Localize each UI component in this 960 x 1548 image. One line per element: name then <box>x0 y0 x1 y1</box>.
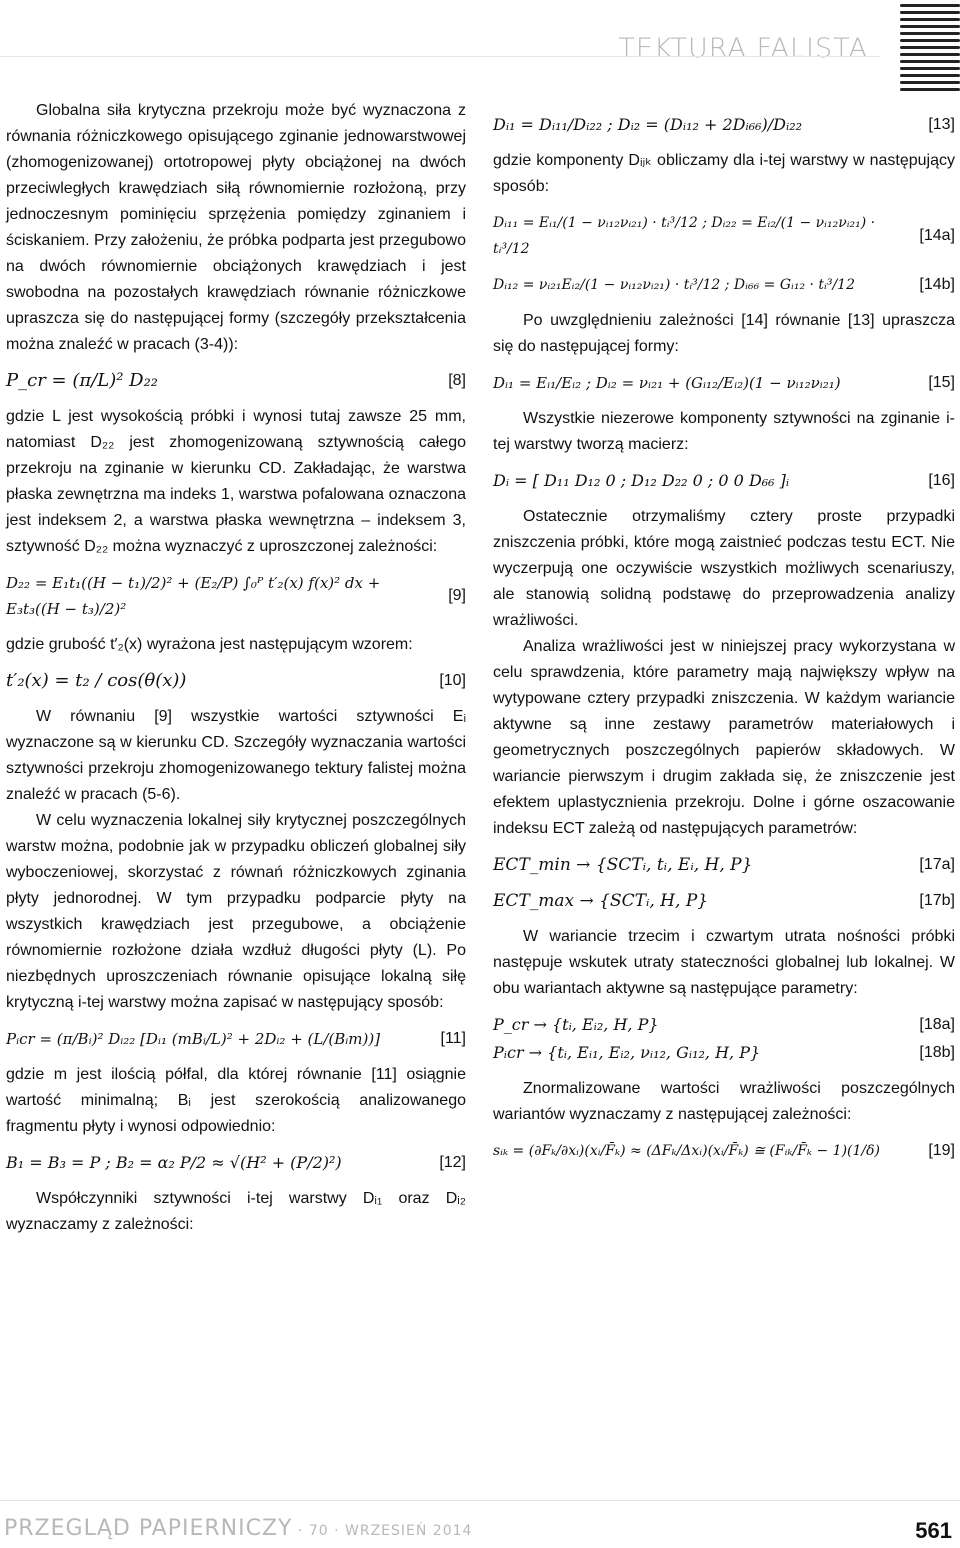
equation-12-body: B₁ = B₃ = P ; B₂ = α₂ P/2 ≈ √(H² + (P/2)²) <box>6 1153 342 1172</box>
right-paragraph-1: gdzie komponenty Dᵢⱼₖ obliczamy dla i-tej warstwy w następujący sposób: <box>493 152 955 195</box>
equation-11-body: Pᵢcr = (π/Bᵢ)² Dᵢ₂₂ [Dᵢ₁ (mBᵢ/L)² + 2Dᵢ₂ + (L/(Bᵢm))] <box>6 1030 381 1048</box>
footer-rule <box>0 1500 960 1501</box>
journal-name: PRZEGLĄD PAPIERNICZY <box>4 1516 293 1541</box>
right-paragraph-2: Po uwzględnieniu zależności [14] równanie [13] upraszcza się do następującej formy: <box>493 312 955 355</box>
right-column <box>493 98 955 1174</box>
equation-9 <box>6 570 466 622</box>
equation-15-number: [15] <box>928 374 955 391</box>
equation-16-body: Dᵢ = [ D₁₁ D₁₂ 0 ; D₁₂ D₂₂ 0 ; 0 0 D₆₆ ]ᵢ <box>493 471 790 490</box>
equation-14a-body: Dᵢ₁₁ = Eᵢ₁/(1 − νᵢ₁₂νᵢ₂₁) · tᵢ³/12 ; Dᵢ₂₂ = Eᵢ₂/(1 − νᵢ₁₂νᵢ₂₁) · tᵢ³/12 <box>493 215 876 257</box>
equation-8-number: [8] <box>448 372 466 389</box>
right-paragraph-4: Ostatecznie otrzymaliśmy cztery proste przypadki zniszczenia próbki, które mogą zaistnieć podczas testu ECT. Nie wyczerpują one oczywiście wszystkich możliwych scenariuszy, ale stanowią solidną podstawę do przeprowadzenia analizy wrażliwości. <box>493 508 955 629</box>
equation-13 <box>493 112 955 138</box>
equation-13-body: Dᵢ₁ = Dᵢ₁₁/Dᵢ₂₂ ; Dᵢ₂ = (Dᵢ₁₂ + 2Dᵢ₆₆)/Dᵢ₂₂ <box>493 115 803 134</box>
equation-17a-number: [17a] <box>919 856 955 873</box>
equation-16-number: [16] <box>928 472 955 489</box>
left-paragraph-6: gdzie m jest ilością półfal, dla której równanie [11] osiągnie wartość minimalną; Bᵢ jest szerokością analizowanego fragmentu płyty i wynosi odpowiednio: <box>6 1066 466 1135</box>
equation-8-body: P_cr = (π/L)² D₂₂ <box>6 370 159 391</box>
equation-15 <box>493 370 955 396</box>
equation-10-number: [10] <box>439 672 466 689</box>
equation-15-body: Dᵢ₁ = Eᵢ₁/Eᵢ₂ ; Dᵢ₂ = νᵢ₂₁ + (Gᵢ₁₂/Eᵢ₂)(1 − νᵢ₁₂νᵢ₂₁) <box>493 374 841 392</box>
equation-14b <box>493 272 955 298</box>
equation-17b <box>493 888 955 914</box>
equation-9-body: D₂₂ = E₁t₁((H − t₁)/2)² + (E₂/P) ∫₀ᴾ t′₂(x) f(x)² dx + E₃t₃((H − t₃)/2)² <box>6 574 381 618</box>
left-paragraph-7: Współczynniki sztywności i-tej warstwy Dᵢ₁ oraz Dᵢ₂ wyznaczamy z zależności: <box>6 1190 466 1233</box>
equation-19-number: [19] <box>928 1142 955 1159</box>
equation-8 <box>6 368 466 394</box>
equation-10 <box>6 668 466 694</box>
left-paragraph-4: W równaniu [9] wszystkie wartości sztywności Eᵢ wyznaczone są w kierunku CD. Szczegóły wyznaczania wartości sztywności przekroju zhomogenizowanego tektury falistej można znaleźć w pracach (5-6). <box>6 708 466 803</box>
equation-16 <box>493 468 955 494</box>
right-paragraph-7: Znormalizowane wartości wrażliwości poszczególnych wariantów wyznaczamy z następującej zależności: <box>493 1080 955 1123</box>
equation-14b-body: Dᵢ₁₂ = νᵢ₂₁Eᵢ₂/(1 − νᵢ₁₂νᵢ₂₁) · tᵢ³/12 ; Dᵢ₆₆ = Gᵢ₁₂ · tᵢ³/12 <box>493 277 855 293</box>
right-paragraph-3: Wszystkie niezerowe komponenty sztywności na zginanie i-tej warstwy tworzą macierz: <box>493 410 955 453</box>
equation-17a-body: ECT_min → {SCTᵢ, tᵢ, Eᵢ, H, P} <box>493 855 753 875</box>
equation-11-number: [11] <box>440 1030 466 1047</box>
equation-13-number: [13] <box>928 116 955 133</box>
equation-11 <box>6 1026 466 1052</box>
equation-12 <box>6 1150 466 1176</box>
footer-journal <box>4 1516 472 1541</box>
left-paragraph-2: gdzie L jest wysokością próbki i wynosi tutaj zawsze 25 mm, natomiast D₂₂ jest zhomogenizowaną sztywnością całego przekroju na zginanie w kierunku CD. Zakładając, że warstwa płaska zewnętrzna ma indeks 1, warstwa pofalowana oznaczona jest indeksem 2, a warstwa płaska wewnętrzna – indeksem 3, sztywność D₂₂ można wyznaczyć z uproszczonej zależności: <box>6 408 466 555</box>
left-column <box>6 98 466 1238</box>
right-paragraph-5: Analiza wrażliwości jest w niniejszej pracy wykorzystana w celu sprawdzenia, które parametry mają największy wpływ na wytypowane cztery przypadki zniszczenia. W każdym wariancie aktywne są inne zestawy parametrów materiałowych i geometrycznych poszczególnych papierów składowych. W wariancie pierwszym i drugim zakłada się, że zniszczenie jest efektem uplastycznienia przekroju. Dolne i górne oszacowanie indeksu ECT zależą od następujących parametrów: <box>493 638 955 837</box>
equation-19-body: sᵢₖ = (∂Fₖ/∂xᵢ)(xᵢ/F̄ₖ) ≈ (ΔFₖ/Δxᵢ)(xᵢ/F̄ₖ) ≅ (Fᵢₖ/F̄ₖ − 1)(1/δ) <box>493 1143 881 1159</box>
equation-18a <box>493 1012 955 1038</box>
page-number: 561 <box>915 1518 952 1543</box>
section-title: TEKTURA FALISTA <box>618 33 868 64</box>
equation-14a <box>493 210 955 262</box>
equation-18b-number: [18b] <box>919 1044 955 1061</box>
equation-14b-number: [14b] <box>919 276 955 293</box>
equation-12-number: [12] <box>439 1154 466 1171</box>
equation-17b-number: [17b] <box>919 892 955 909</box>
equation-18b-body: Pᵢcr → {tᵢ, Eᵢ₁, Eᵢ₂, νᵢ₁₂, Gᵢ₁₂, H, P} <box>493 1043 761 1062</box>
equation-17a <box>493 852 955 878</box>
left-paragraph-5: W celu wyznaczenia lokalnej siły krytycznej poszczególnych warstw można, podobnie jak w przypadku obliczeń globalnej siły wyboczeniowej, skorzystać z równań różniczkowych zginania płyty jednorodnej. W tym przypadku podparcie płyty na wszystkich krawędziach jest przegubowe, a obciążenie równomiernie rozłożone działa wzdłuż długości płyty (L). Po niezbędnych uproszczeniach równanie opisujące lokalną siłę krytyczną i-tej warstwy można zapisać w następujący sposób: <box>6 812 466 1011</box>
equation-18a-body: P_cr → {tᵢ, Eᵢ₂, H, P} <box>493 1015 659 1034</box>
issue-info: · 70 · WRZESIEŃ <box>292 1523 433 1539</box>
equation-14a-number: [14a] <box>919 227 955 244</box>
right-paragraph-6: W wariancie trzecim i czwartym utrata nośności próbki następuje wskutek utraty stateczności globalnej lub lokalnej. W obu wariantach aktywne są następujące parametry: <box>493 928 955 997</box>
issue-year: 2014 <box>432 1523 473 1539</box>
left-paragraph-3: gdzie grubość t′₂(x) wyrażona jest następującym wzorem: <box>6 636 413 653</box>
equation-9-number: [9] <box>448 587 466 604</box>
equation-19 <box>493 1138 955 1164</box>
equation-17b-body: ECT_max → {SCTᵢ, H, P} <box>493 891 709 911</box>
equation-18a-number: [18a] <box>919 1016 955 1033</box>
left-paragraph-1: Globalna siła krytyczna przekroju może być wyznaczona z równania różniczkowego opisującego zginanie jednowarstwowej (zhomogenizowanej) ortotropowej płyty obciążonej na dwóch przeciwległych krawędziach siłą równomiernie rozłożoną, przy jednoczesnym pominięciu sprzężenia pomiędzy zginaniem i ściskaniem. Przy założeniu, że próbka podparta jest przegubowo na dwóch równomiernie obciążonych krawędziach i jest swobodna na pozostałych krawędziach równanie różniczkowe upraszcza się do następującej formy (szczegóły przekształcenia można znaleźć w pracach (3-4)): <box>6 102 466 353</box>
header-rule <box>0 56 880 57</box>
equation-18b <box>493 1040 955 1066</box>
wave-decoration <box>900 0 960 100</box>
equation-10-body: t′₂(x) = t₂ / cos(θ(x)) <box>6 670 187 691</box>
